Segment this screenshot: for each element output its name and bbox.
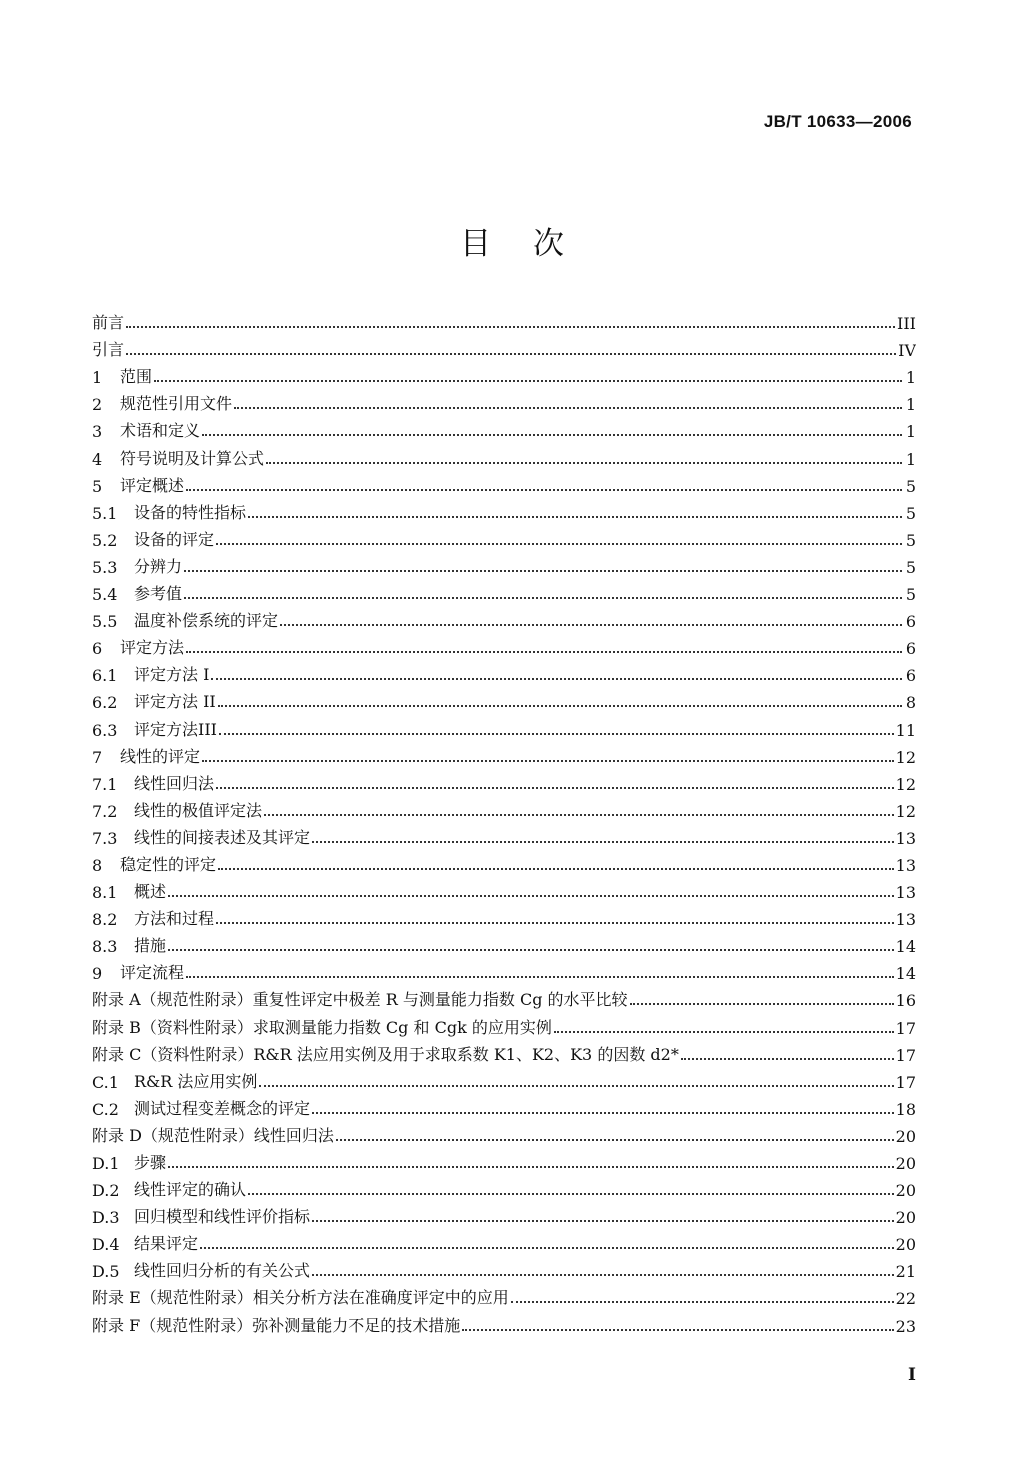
toc-entry-number: D.3 bbox=[92, 1208, 120, 1228]
toc-entry-label: 措施 bbox=[134, 936, 167, 956]
toc-entry[interactable] bbox=[92, 767, 916, 794]
toc-entry[interactable] bbox=[92, 1065, 916, 1092]
toc-entry[interactable] bbox=[92, 469, 916, 496]
toc-entry[interactable] bbox=[92, 360, 916, 387]
toc-entry-page: 16 bbox=[895, 991, 916, 1011]
dot-leader bbox=[218, 867, 894, 870]
toc-entry-label: 步骤 bbox=[134, 1153, 167, 1172]
toc-entry-page: 20 bbox=[895, 1208, 916, 1228]
toc-entry[interactable] bbox=[92, 1038, 916, 1065]
toc-entry-number: 7.2 bbox=[92, 801, 118, 821]
toc-entry[interactable] bbox=[92, 1119, 916, 1146]
toc-entry-number: 4 bbox=[92, 449, 103, 469]
toc-entry[interactable] bbox=[92, 577, 916, 604]
toc-entry-number: 7 bbox=[92, 747, 103, 767]
toc-entry[interactable] bbox=[92, 496, 916, 523]
dot-leader bbox=[312, 840, 894, 843]
dot-leader bbox=[168, 948, 894, 951]
toc-entry-page: 13 bbox=[895, 828, 916, 848]
dot-leader bbox=[336, 1138, 894, 1141]
dot-leader bbox=[312, 1111, 894, 1114]
document-code: JB/T 10633—2006 bbox=[763, 112, 912, 131]
toc-entry[interactable] bbox=[92, 740, 916, 767]
toc-entry-number: 8.1 bbox=[92, 883, 118, 903]
dot-leader bbox=[462, 1328, 893, 1331]
toc-entry[interactable] bbox=[92, 523, 916, 550]
dot-leader bbox=[202, 759, 894, 762]
toc-entry-number: 5.1 bbox=[92, 503, 118, 523]
toc-entry-number: 2 bbox=[92, 395, 103, 415]
dot-leader bbox=[184, 569, 902, 572]
dot-leader bbox=[216, 921, 894, 924]
toc-entry-page: 5 bbox=[905, 557, 916, 577]
toc-list bbox=[92, 306, 916, 1336]
toc-entry[interactable] bbox=[92, 306, 916, 333]
toc-entry[interactable] bbox=[92, 929, 916, 956]
toc-entry-page: 5 bbox=[905, 585, 916, 605]
toc-entry[interactable] bbox=[92, 333, 916, 360]
dot-leader bbox=[184, 596, 902, 599]
toc-entry-page: 17 bbox=[895, 1018, 916, 1038]
toc-entry-number: 5.2 bbox=[92, 530, 118, 550]
toc-entry-label: 评定方法 bbox=[120, 638, 185, 658]
toc-entry[interactable] bbox=[92, 387, 916, 414]
dot-leader bbox=[312, 1219, 894, 1222]
toc-entry-page: 12 bbox=[895, 801, 916, 821]
toc-entry-page: 6 bbox=[905, 639, 916, 659]
dot-leader bbox=[248, 1192, 894, 1195]
toc-entry-page: 11 bbox=[895, 720, 916, 740]
toc-entry-label: 测试过程变差概念的评定 bbox=[134, 1098, 311, 1118]
toc-entry-label: 线性的评定 bbox=[120, 746, 201, 766]
toc-entry[interactable] bbox=[92, 604, 916, 631]
toc-entry-number: 6.1 bbox=[92, 666, 118, 686]
toc-entry[interactable] bbox=[92, 712, 916, 739]
toc-entry-number: D.5 bbox=[92, 1262, 120, 1282]
toc-entry-number: 6.3 bbox=[92, 720, 118, 740]
toc-entry-number: D.2 bbox=[92, 1181, 120, 1201]
toc-entry[interactable] bbox=[92, 956, 916, 983]
toc-entry-number: 1 bbox=[92, 368, 103, 388]
toc-entry-label: 结果评定 bbox=[134, 1234, 199, 1254]
toc-entry-page: 13 bbox=[895, 910, 916, 930]
toc-entry-label: 附录 E（规范性附录）相关分析方法在准确度评定中的应用 bbox=[92, 1288, 509, 1308]
toc-entry-label: 附录 C（资料性附录）R&R 法应用实例及用于求取系数 K1、K2、K3 的因数 d2* bbox=[92, 1044, 679, 1064]
toc-entry[interactable] bbox=[92, 902, 916, 929]
toc-entry[interactable] bbox=[92, 631, 916, 658]
dot-leader bbox=[264, 813, 894, 816]
toc-entry-page: 6 bbox=[905, 666, 916, 686]
toc-entry-page: 20 bbox=[895, 1235, 916, 1255]
dot-leader bbox=[248, 515, 902, 518]
toc-entry-label: 温度补偿系统的评定 bbox=[134, 611, 279, 631]
dot-leader bbox=[259, 1084, 893, 1087]
toc-entry-number: C.1 bbox=[92, 1072, 119, 1092]
toc-entry-label: 评定流程 bbox=[120, 963, 185, 983]
toc-entry-page: 8 bbox=[905, 693, 916, 713]
toc-entry-page: 5 bbox=[905, 503, 916, 523]
dot-leader bbox=[554, 1030, 894, 1033]
toc-entry[interactable] bbox=[92, 1010, 916, 1037]
toc-entry-label: 线性的极值评定法 bbox=[134, 800, 263, 820]
dot-leader bbox=[126, 325, 895, 328]
toc-entry[interactable] bbox=[92, 550, 916, 577]
toc-entry-number: 8.2 bbox=[92, 910, 118, 930]
toc-entry-label: 设备的评定 bbox=[134, 529, 215, 549]
toc-entry-page: 1 bbox=[905, 395, 916, 415]
toc-entry[interactable] bbox=[92, 414, 916, 441]
toc-entry[interactable] bbox=[92, 441, 916, 468]
toc-entry-page: 14 bbox=[895, 964, 916, 984]
dot-leader bbox=[266, 461, 902, 464]
toc-entry-label: 附录 A（规范性附录）重复性评定中极差 R 与测量能力指数 Cg 的水平比较 bbox=[92, 990, 628, 1010]
dot-leader bbox=[186, 488, 902, 491]
toc-entry-label: 设备的特性指标 bbox=[134, 502, 247, 522]
toc-entry-page: 23 bbox=[895, 1316, 916, 1336]
toc-entry[interactable] bbox=[92, 1227, 916, 1254]
dot-leader bbox=[168, 1165, 894, 1168]
toc-entry-page: 6 bbox=[905, 612, 916, 632]
toc-entry[interactable] bbox=[92, 1281, 916, 1308]
toc-entry-page: III bbox=[897, 314, 916, 334]
toc-entry-label: 线性回归分析的有关公式 bbox=[134, 1261, 311, 1281]
toc-entry-label: 线性回归法 bbox=[134, 773, 215, 793]
toc-entry-number: C.2 bbox=[92, 1099, 119, 1119]
dot-leader bbox=[630, 1002, 894, 1005]
toc-entry-page: 1 bbox=[905, 368, 916, 388]
toc-entry-page: 14 bbox=[895, 937, 916, 957]
dot-leader bbox=[511, 1300, 894, 1303]
toc-entry[interactable] bbox=[92, 1092, 916, 1119]
toc-entry-label: 前言 bbox=[92, 313, 125, 333]
toc-entry-label: R&R 法应用实例 bbox=[134, 1071, 258, 1091]
dot-leader bbox=[154, 379, 902, 382]
toc-entry-label: 评定概述 bbox=[120, 475, 185, 495]
toc-entry-label: 符号说明及计算公式 bbox=[120, 448, 265, 468]
dot-leader bbox=[211, 677, 902, 680]
toc-entry-number: 7.3 bbox=[92, 828, 118, 848]
toc-entry-label: 评定方法 I bbox=[134, 665, 210, 685]
toc-entry-number: 5 bbox=[92, 476, 103, 496]
toc-entry-page: 18 bbox=[895, 1099, 916, 1119]
toc-entry-label: 稳定性的评定 bbox=[120, 854, 217, 874]
toc-entry[interactable] bbox=[92, 794, 916, 821]
toc-entry-label: 概述 bbox=[134, 882, 167, 902]
dot-leader bbox=[202, 433, 902, 436]
dot-leader bbox=[219, 732, 894, 735]
toc-entry-number: 5.4 bbox=[92, 585, 118, 605]
toc-entry[interactable] bbox=[92, 983, 916, 1010]
toc-entry-label: 回归模型和线性评价指标 bbox=[134, 1207, 311, 1227]
toc-entry-label: 参考值 bbox=[134, 584, 183, 604]
toc-entry[interactable] bbox=[92, 821, 916, 848]
toc-entry[interactable] bbox=[92, 1146, 916, 1173]
toc-entry-number: 8 bbox=[92, 855, 103, 875]
toc-entry-number: 5.3 bbox=[92, 557, 118, 577]
toc-entry-label: 规范性引用文件 bbox=[120, 394, 233, 414]
toc-entry-label: 附录 B（资料性附录）求取测量能力指数 Cg 和 Cgk 的应用实例 bbox=[92, 1017, 552, 1037]
toc-entry-label: 引言 bbox=[92, 340, 125, 360]
toc-entry-label: 评定方法III bbox=[134, 719, 217, 739]
toc-entry-number: D.1 bbox=[92, 1154, 120, 1173]
dot-leader bbox=[186, 650, 902, 653]
toc-entry-page: 5 bbox=[905, 476, 916, 496]
dot-leader bbox=[168, 894, 894, 897]
dot-leader bbox=[218, 704, 902, 707]
dot-leader bbox=[186, 975, 894, 978]
toc-entry-number: 6.2 bbox=[92, 693, 118, 713]
dot-leader bbox=[216, 542, 902, 545]
toc-entry-label: 附录 F（规范性附录）弥补测量能力不足的技术措施 bbox=[92, 1315, 461, 1335]
toc-entry-label: 分辨力 bbox=[134, 556, 183, 576]
toc-entry-page: 13 bbox=[895, 883, 916, 903]
toc-entry[interactable] bbox=[92, 875, 916, 902]
dot-leader bbox=[126, 352, 896, 355]
toc-entry-label: 附录 D（规范性附录）线性回归法 bbox=[92, 1125, 334, 1145]
toc-entry-page: 1 bbox=[905, 422, 916, 442]
toc-entry[interactable] bbox=[92, 1254, 916, 1281]
toc-entry-page: 22 bbox=[895, 1289, 916, 1309]
toc-entry-page: 1 bbox=[905, 449, 916, 469]
page-number: I bbox=[908, 1365, 916, 1385]
toc-entry-number: 5.5 bbox=[92, 612, 118, 632]
toc-entry-number: 3 bbox=[92, 422, 103, 442]
dot-leader bbox=[234, 406, 902, 409]
toc-entry-label: 术语和定义 bbox=[120, 421, 201, 441]
toc-entry-page: 20 bbox=[895, 1126, 916, 1146]
toc-entry-page: 20 bbox=[895, 1181, 916, 1201]
toc-entry-label: 方法和过程 bbox=[134, 909, 215, 929]
toc-entry-page: 13 bbox=[895, 855, 916, 875]
dot-leader bbox=[312, 1273, 894, 1276]
toc-entry-label: 范围 bbox=[120, 367, 153, 387]
toc-entry-page: 17 bbox=[895, 1045, 916, 1065]
toc-entry[interactable] bbox=[92, 1200, 916, 1227]
toc-title: 目次 bbox=[460, 226, 606, 262]
dot-leader bbox=[681, 1057, 894, 1060]
toc-entry-page: 5 bbox=[905, 530, 916, 550]
toc-entry[interactable] bbox=[92, 685, 916, 712]
toc-entry[interactable] bbox=[92, 658, 916, 685]
toc-entry-label: 线性的间接表述及其评定 bbox=[134, 827, 311, 847]
toc-entry-number: 7.1 bbox=[92, 774, 118, 794]
toc-entry-page: 20 bbox=[895, 1154, 916, 1173]
toc-entry-number: 9 bbox=[92, 964, 103, 984]
dot-leader bbox=[216, 786, 894, 789]
toc-entry-number: D.4 bbox=[92, 1235, 120, 1255]
toc-entry-number: 8.3 bbox=[92, 937, 118, 957]
toc-entry-page: 17 bbox=[895, 1072, 916, 1092]
toc-entry-label: 线性评定的确认 bbox=[134, 1180, 247, 1200]
toc-entry[interactable] bbox=[92, 1173, 916, 1200]
toc-entry-number: 6 bbox=[92, 639, 103, 659]
toc-entry-page: IV bbox=[898, 341, 916, 361]
toc-entry-page: 12 bbox=[895, 774, 916, 794]
dot-leader bbox=[280, 623, 902, 626]
toc-entry[interactable] bbox=[92, 848, 916, 875]
toc-entry-label: 评定方法 II bbox=[134, 692, 216, 712]
toc-entry-page: 21 bbox=[895, 1262, 916, 1282]
dot-leader bbox=[200, 1246, 894, 1249]
toc-entry[interactable] bbox=[92, 1308, 916, 1335]
toc-entry-page: 12 bbox=[895, 747, 916, 767]
